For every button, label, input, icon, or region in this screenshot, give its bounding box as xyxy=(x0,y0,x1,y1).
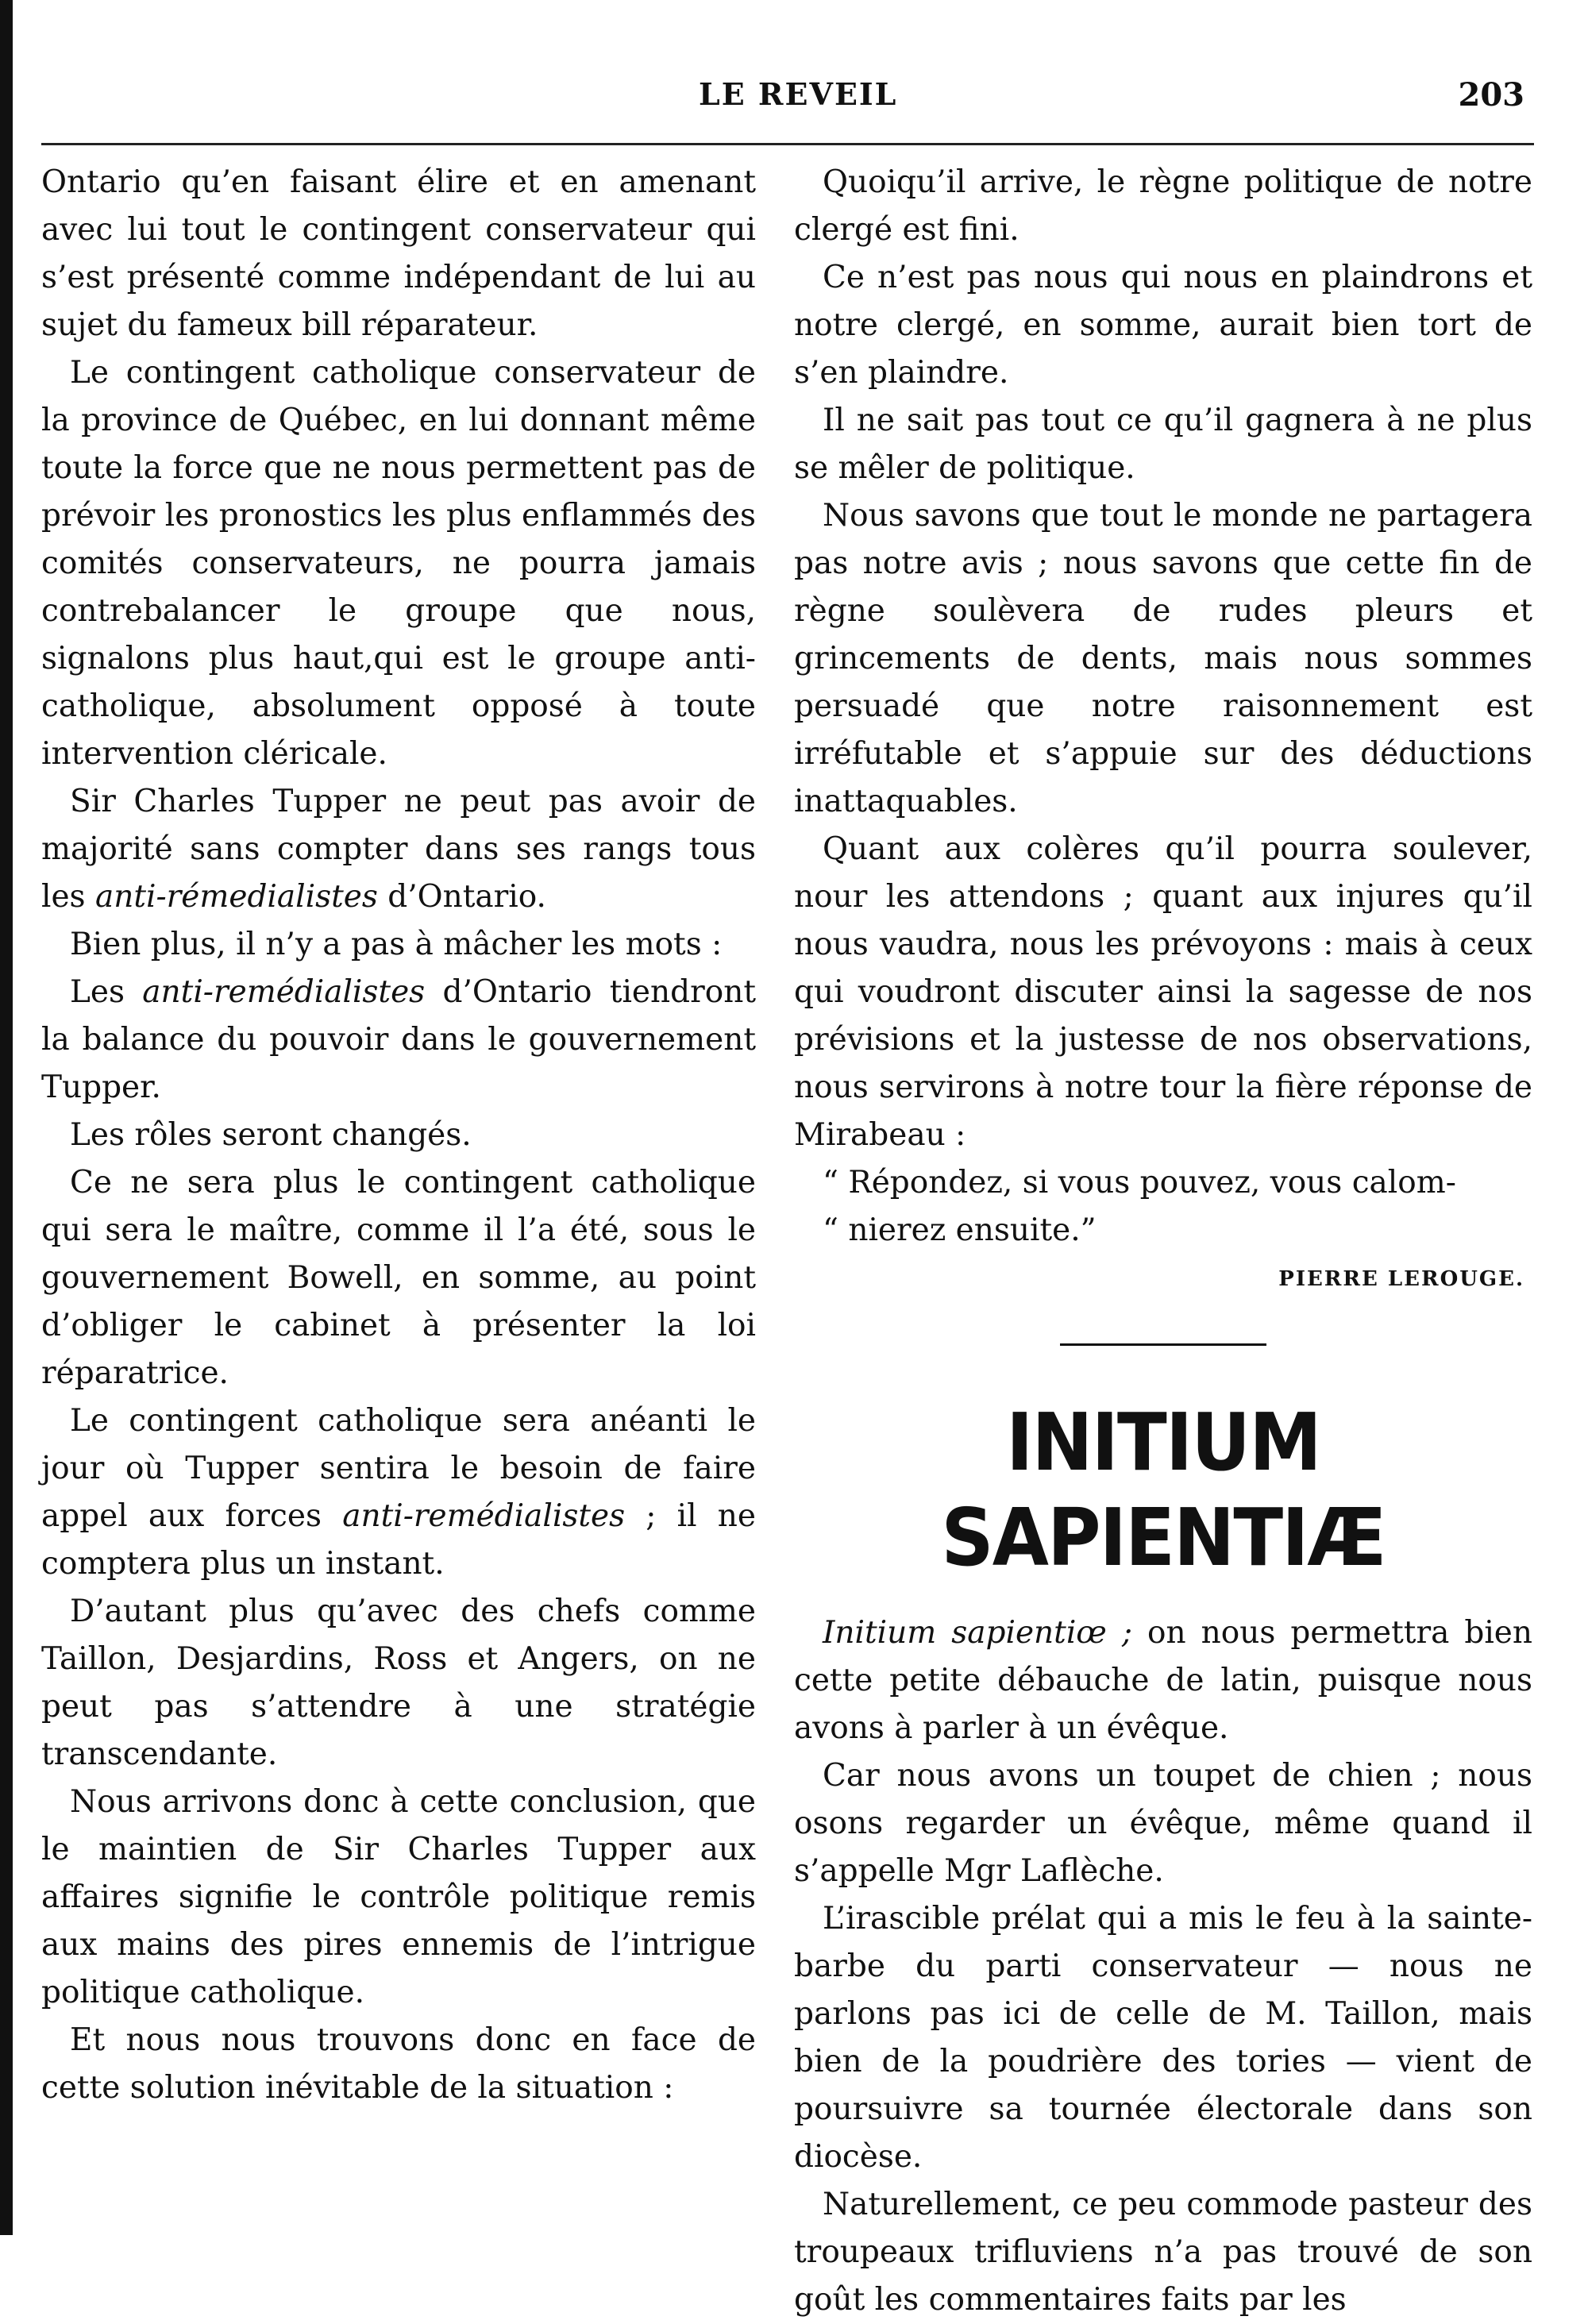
paragraph: Car nous avons un toupet de chien ; nous osons regarder un évêque, même quand il s’appelle Mgr Laflèche. xyxy=(794,1758,1532,1889)
paragraph xyxy=(41,969,756,1112)
article-headline: INITIUM SAPIENTIÆ xyxy=(941,1396,1386,1584)
quote-line: “ Répondez, si vous pouvez, vous calom- xyxy=(823,1165,1456,1201)
paragraph: Ce ne sera plus le contingent catholique qui sera le maître, comme il l’a été, sous le gouvernement Bowell, en somme, au point d’obliger le cabinet à présenter la loi réparatrice. xyxy=(41,1165,756,1391)
paragraph: Le contingent catholique conservateur de la province de Québec, en lui donnant même toute la force que ne nous permettent pas de prévoir les pronostics les plus enflammés des comités conservateurs, ne pourra jamais contrebalancer le groupe que nous, signalons plus haut,qui est le groupe anti-catholique, absolument opposé à toute intervention cléricale. xyxy=(41,355,756,772)
paragraph: Nous arrivons donc à cette conclusion, que le maintien de Sir Charles Tupper aux affaires signifie le contrôle politique remis aux mains des pires ennemis de l’intrigue politique catholique. xyxy=(41,1784,756,2010)
paragraph: Les rôles seront changés. xyxy=(70,1117,472,1153)
paragraph: Ontario qu’en faisant élire et en amenant avec lui tout le contingent conservateur qui s’est présenté comme indépendant de lui au sujet du fameux bill réparateur. xyxy=(41,164,756,343)
italic-term: anti-rémedialistes xyxy=(94,879,378,915)
quote-line: “ nierez ensuite.” xyxy=(823,1212,1097,1248)
paragraph: Quoiqu’il arrive, le règne politique de notre clergé est fini. xyxy=(794,164,1532,248)
paragraph: Il ne sait pas tout ce qu’il gagnera à ne plus se mêler de politique. xyxy=(794,403,1532,486)
paragraph xyxy=(41,778,756,921)
page-edge-rule xyxy=(0,0,13,2235)
italic-term: Initium sapientiœ ; xyxy=(823,1615,1133,1651)
text-run: on nous permettra bien cette petite débauche de latin, puisque nous avons à parler à un évêque. xyxy=(794,1615,1532,1746)
text-run: Le contingent catholique sera anéanti le jour où Tupper sentira le besoin de faire appel aux forces xyxy=(41,1403,756,1534)
right-column xyxy=(794,159,1532,2324)
article-separator xyxy=(1060,1343,1266,1346)
italic-term: anti-remédialistes xyxy=(342,1498,626,1534)
text-run: Sir Charles Tupper ne peut pas avoir de majorité sans compter dans ses rangs tous les xyxy=(41,784,756,915)
paragraph: Quant aux colères qu’il pourra soulever, nour les attendons ; quant aux injures qu’il nous vaudra, nous les prévoyons : mais à ceux qui voudront discuter ainsi la sagesse de nos prévisions et la justesse de nos observations, nous servirons à notre tour la fière réponse de Mirabeau : xyxy=(794,831,1532,1153)
paragraph xyxy=(41,1397,756,1588)
left-column xyxy=(41,159,756,2112)
page-number: 203 xyxy=(1458,76,1524,114)
paragraph: Naturellement, ce peu commode pasteur des troupeaux trifluviens n’a pas trouvé de son goût les commentaires faits par les xyxy=(794,2187,1532,2318)
paragraph: Et nous nous trouvons donc en face de cette solution inévitable de la situation : xyxy=(41,2022,756,2106)
paragraph: Bien plus, il n’y a pas à mâcher les mots : xyxy=(70,927,723,962)
text-run: d’Ontario tiendront la balance du pouvoir dans le gouvernement Tupper. xyxy=(41,974,756,1105)
header-divider xyxy=(41,143,1534,145)
paragraph xyxy=(794,1609,1532,1752)
text-run: ; il ne comptera plus un instant. xyxy=(41,1498,756,1582)
paragraph: L’irascible prélat qui a mis le feu à la sainte-barbe du parti conservateur — nous ne parlons pas ici de celle de M. Taillon, mais bien de la poudrière des tories — vient de poursuivre sa tournée électorale dans son diocèse. xyxy=(794,1901,1532,2175)
paragraph: Ce n’est pas nous qui nous en plaindrons et notre clergé, en somme, aurait bien tort de s’en plaindre. xyxy=(794,260,1532,391)
text-run: d’Ontario. xyxy=(377,879,546,915)
running-head xyxy=(0,76,1588,124)
text-run: Les xyxy=(70,974,143,1010)
author-signature: PIERRE LEROUGE. xyxy=(1278,1267,1524,1291)
publication-title: LE REVEIL xyxy=(699,76,898,112)
paragraph: Nous savons que tout le monde ne partagera pas notre avis ; nous savons que cette fin de règne soulèvera de rudes pleurs et grincements de dents, mais nous sommes persuadé que notre raisonnement est irréfutable et s’appuie sur des déductions inattaquables. xyxy=(794,498,1532,819)
paragraph: D’autant plus qu’avec des chefs comme Taillon, Desjardins, Ross et Angers, on ne peut pas s’attendre à une stratégie transcendante. xyxy=(41,1594,756,1772)
italic-term: anti-remédialistes xyxy=(142,974,426,1010)
